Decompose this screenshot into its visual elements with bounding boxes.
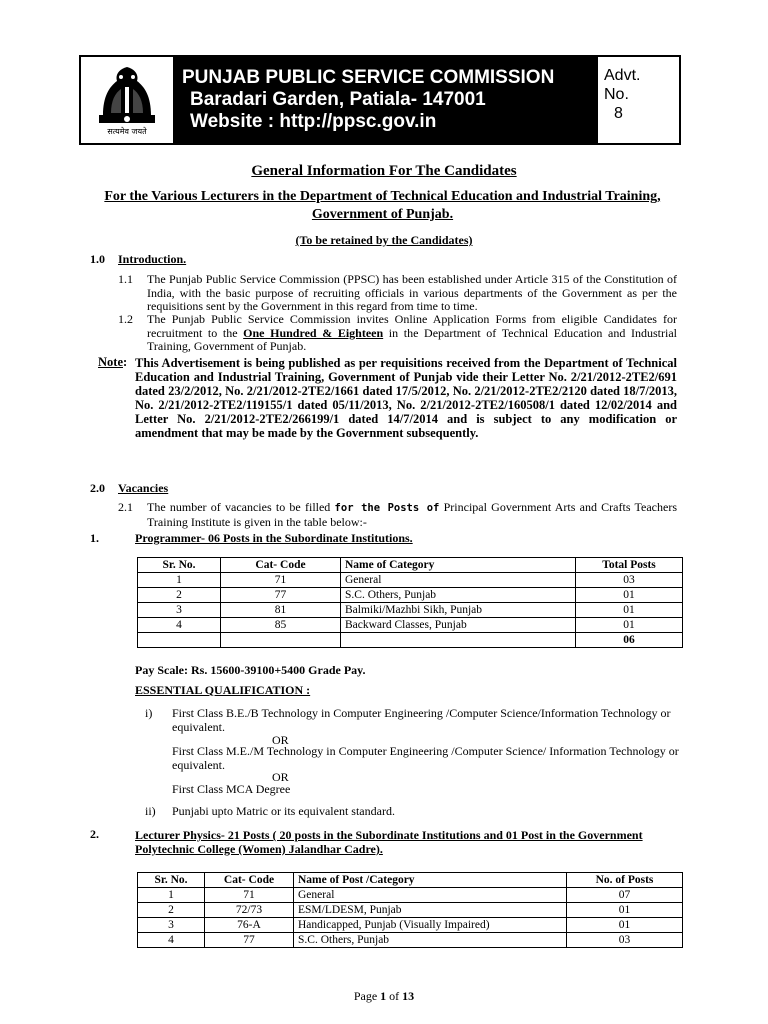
commission-address: Baradari Garden, Patiala- 147001 (190, 89, 486, 110)
cell-sr-no: 2 (138, 903, 205, 918)
intro-paragraph-2 (147, 313, 677, 354)
qualification-or-1: OR (272, 733, 289, 747)
qualification-or-2: OR (272, 770, 289, 784)
table-row (138, 933, 683, 948)
section1-title: Programmer- 06 Posts in the Subordinate Institutions. (135, 531, 413, 545)
page-current: 1 (380, 989, 387, 1003)
cell-total-posts: 06 (576, 633, 683, 648)
cell-category: S.C. Others, Punjab (341, 588, 576, 603)
page-total: 13 (402, 989, 415, 1003)
col-header-cat-code: Cat- Code (205, 873, 294, 888)
cell-posts: 01 (576, 618, 683, 633)
qualification-1-number: i) (145, 706, 153, 720)
page-of: of (389, 989, 400, 1003)
col-header-sr-no: Sr. No. (138, 873, 205, 888)
section1-table (137, 557, 683, 648)
table-header-row (138, 873, 683, 888)
essential-qualification-heading: ESSENTIAL QUALIFICATION : (135, 683, 311, 697)
cell-category: Handicapped, Punjab (Visually Impaired) (294, 918, 567, 933)
cell-empty (138, 633, 221, 648)
commission-title-block (173, 57, 598, 143)
col-header-cat-code: Cat- Code (221, 558, 341, 573)
cell-sr-no: 3 (138, 918, 205, 933)
vacancies-text-b: Principal Government Arts and Crafts Teachers Training Institute is given in the table below:- (147, 500, 677, 529)
vacancies-text-a: The number of vacancies to be filled (147, 500, 335, 514)
cell-sr-no: 4 (138, 618, 221, 633)
cell-sr-no: 1 (138, 573, 221, 588)
vacancies-text-bold: for the Posts of (334, 502, 440, 514)
main-title: General Information For The Candidates (251, 163, 517, 179)
table-row (138, 888, 683, 903)
commission-name: PUNJAB PUBLIC SERVICE COMMISSION (182, 67, 555, 88)
col-header-total-posts: Total Posts (576, 558, 683, 573)
note-label: Note: (98, 355, 128, 369)
page-label: Page (353, 989, 378, 1003)
cell-cat-code: 71 (221, 573, 341, 588)
cell-posts: 01 (567, 903, 683, 918)
table-row (138, 573, 683, 588)
col-header-no-of-posts: No. of Posts (567, 873, 683, 888)
vacancies-paragraph (147, 501, 677, 529)
cell-posts: 03 (567, 933, 683, 948)
section2-number: 2. (90, 827, 99, 841)
section2-table (137, 872, 683, 948)
col-header-category: Name of Category (341, 558, 576, 573)
sub-title: For the Various Lecturers in the Department of Technical Education and Industrial Training, Government of Punjab. (104, 189, 661, 222)
commission-website: Website : http://ppsc.gov.in (190, 111, 437, 132)
cell-cat-code: 72/73 (205, 903, 294, 918)
cell-posts: 01 (567, 918, 683, 933)
advt-label: Advt. (604, 67, 641, 84)
qualification-2: Punjabi upto Matric or its equivalent standard. (172, 804, 395, 818)
cell-sr-no: 3 (138, 603, 221, 618)
intro-heading: Introduction. (118, 252, 187, 266)
cell-category: S.C. Others, Punjab (294, 933, 567, 948)
cell-sr-no: 2 (138, 588, 221, 603)
note-text: This Advertisement is being published as per requisitions received from the Department of Technical Education and Industrial Training, Government of Punjab vide their Letter No. 2/21/2012-2TE2/691 dated 23/2/2012, No. 2/21/2012-2TE2/1661 dated 17/5/2012, No. 2/21/2012-2TE2/2120 dated 18/7/2013, No. 2/21/2012-2TE2/119155/1 dated 05/11/2013, No. 2/21/2012-2TE2/160508/1 dated 12/02/2014 and Letter No. 2/21/2012-2TE2/266199/1 dated 14/7/2014 and is subject to any modification or amendment that may be made by the Government subsequently. (135, 356, 677, 440)
header-box (79, 55, 681, 145)
cell-posts: 07 (567, 888, 683, 903)
table-header-row (138, 558, 683, 573)
cell-cat-code: 76-A (205, 918, 294, 933)
vacancies-heading-number: 2.0 (90, 481, 105, 495)
cell-posts: 01 (576, 603, 683, 618)
table-row (138, 603, 683, 618)
intro-paragraph-1: The Punjab Public Service Commission (PPSC) has been established under Article 315 of the Constitution of India, with the basic purpose of recruiting officials in various departments of the Government as per the requisitions sent by the Government in this regard from time to time. (147, 272, 677, 313)
page-number (0, 989, 768, 1004)
table-row (138, 918, 683, 933)
cell-empty (221, 633, 341, 648)
cell-category: Balmiki/Mazhbi Sikh, Punjab (341, 603, 576, 618)
cell-cat-code: 71 (205, 888, 294, 903)
advt-number: 8 (614, 105, 623, 122)
qualification-1a: First Class B.E./B Technology in Computer Engineering /Computer Science/Information Technology or equivalent. (172, 706, 671, 734)
pay-scale: Pay Scale: Rs. 15600-39100+5400 Grade Pay. (135, 663, 366, 677)
table-row (138, 903, 683, 918)
qualification-2-number: ii) (145, 804, 156, 818)
cell-sr-no: 1 (138, 888, 205, 903)
intro-p1-number: 1.1 (118, 272, 133, 286)
advt-number-block (598, 57, 679, 143)
section2-title: Lecturer Physics- 21 Posts ( 20 posts in the Subordinate Institutions and 01 Post in the Government Polytechnic College (Women) Jalandhar Cadre). (135, 828, 643, 856)
vacancies-heading: Vacancies (118, 481, 169, 495)
cell-category: ESM/LDESM, Punjab (294, 903, 567, 918)
qualification-1b: First Class M.E./M Technology in Computer Engineering /Computer Science/ Information Technology or equivalent. (172, 744, 679, 772)
col-header-sr-no: Sr. No. (138, 558, 221, 573)
table-row (138, 618, 683, 633)
qualification-1c: First Class MCA Degree (172, 782, 291, 796)
advt-no-label: No. (604, 86, 629, 103)
cell-posts: 03 (576, 573, 683, 588)
cell-cat-code: 81 (221, 603, 341, 618)
cell-empty (341, 633, 576, 648)
cell-cat-code: 77 (205, 933, 294, 948)
emblem-motto: सत्यमेव जयते (107, 127, 147, 136)
cell-category: General (294, 888, 567, 903)
cell-category: General (341, 573, 576, 588)
retain-notice: (To be retained by the Candidates) (295, 233, 473, 247)
intro-p2-text-b: in the Department of Technical Education and Industrial Training, Government of Punjab. (147, 325, 677, 353)
intro-p2-text-a: The Punjab Public Service Commission invites Online Application Forms from eligible Candidates for recruitment to the (147, 312, 677, 340)
intro-p2-posts-count: One Hundred & Eighteen (243, 325, 384, 340)
note-label-text: Note (98, 355, 123, 369)
state-emblem (81, 57, 173, 143)
cell-cat-code: 85 (221, 618, 341, 633)
vacancies-p-number: 2.1 (118, 500, 133, 514)
intro-p2-number: 1.2 (118, 312, 133, 326)
table-total-row (138, 633, 683, 648)
cell-posts: 01 (576, 588, 683, 603)
cell-category: Backward Classes, Punjab (341, 618, 576, 633)
table-row (138, 588, 683, 603)
intro-heading-number: 1.0 (90, 252, 105, 266)
section1-number: 1. (90, 531, 99, 545)
cell-sr-no: 4 (138, 933, 205, 948)
cell-cat-code: 77 (221, 588, 341, 603)
col-header-post-category: Name of Post /Category (294, 873, 567, 888)
